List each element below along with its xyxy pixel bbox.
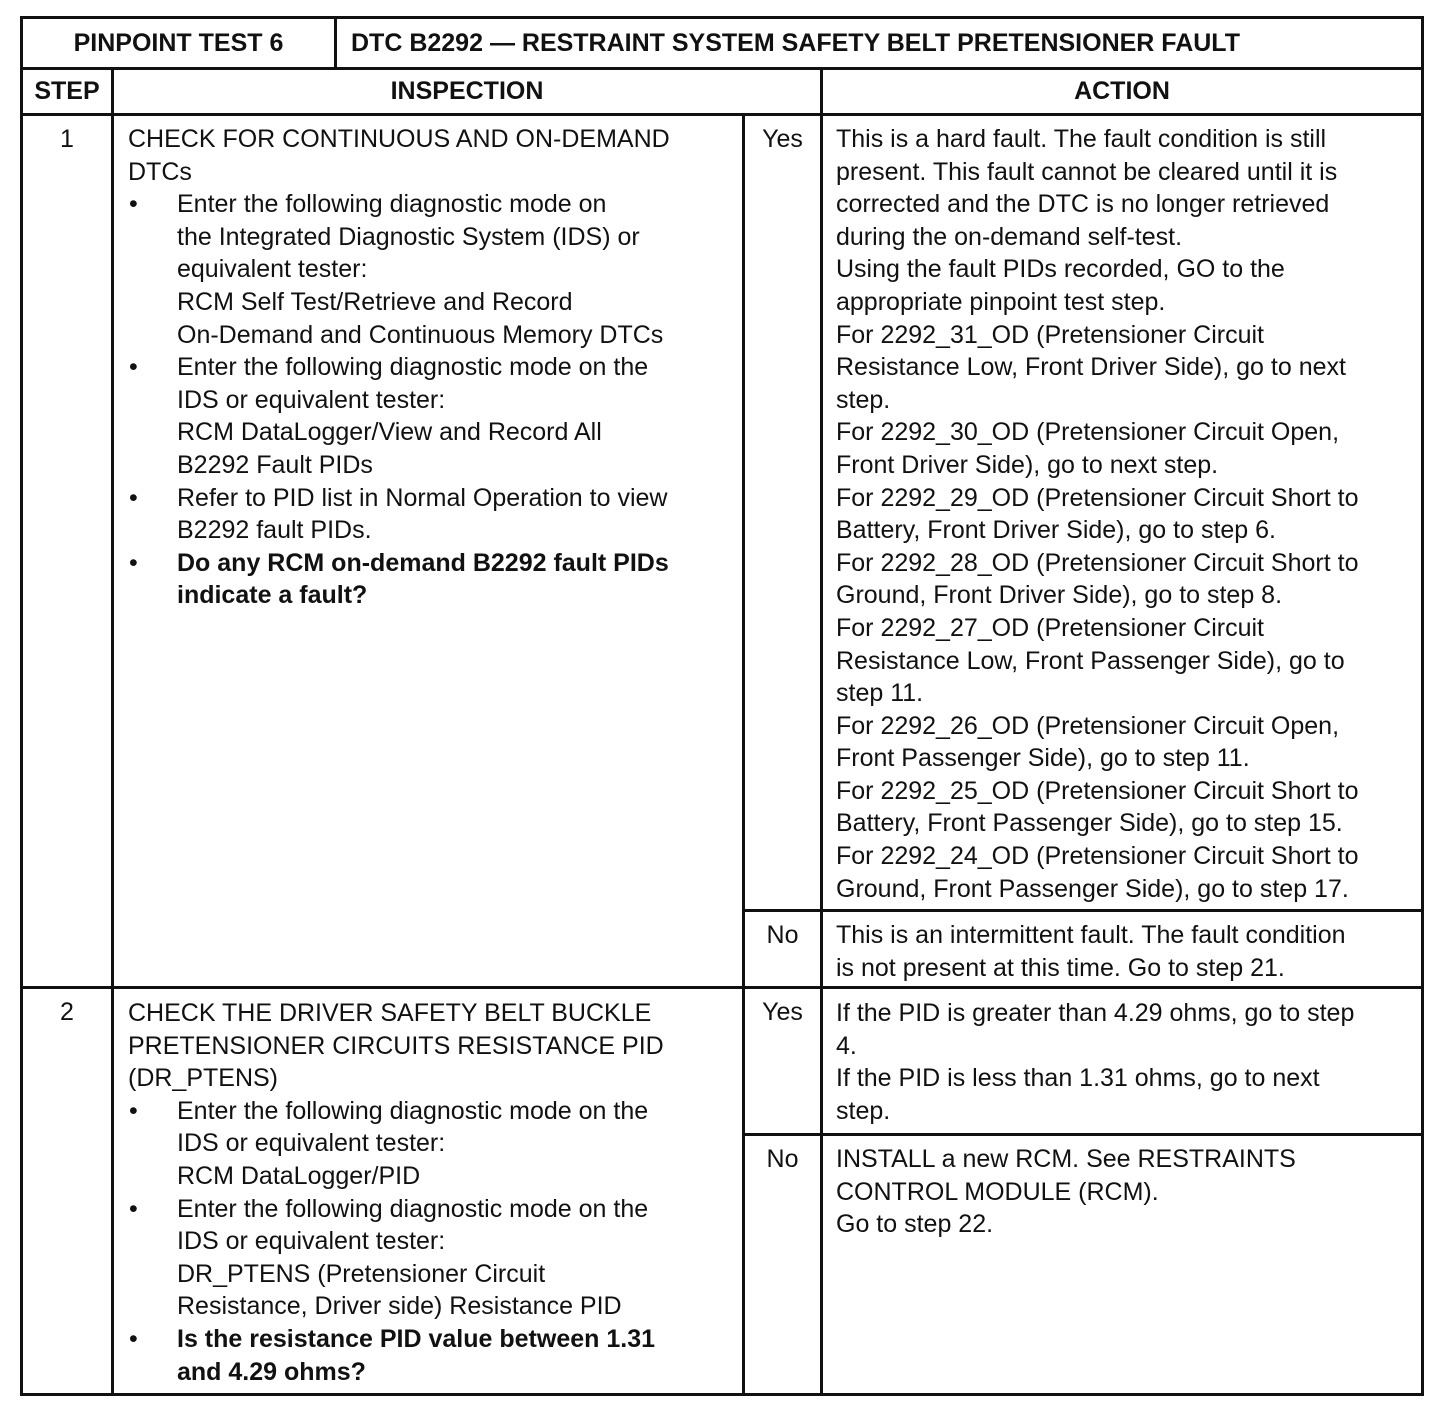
action-line: Ground, Front Passenger Side), go to step 17. [836,874,1349,903]
column-header-action: ACTION [1074,77,1170,105]
action-line: corrected and the DTC is no longer retrieved [836,190,1330,219]
step-1-no-label: No [766,921,799,949]
rule-step-column [111,67,114,1393]
bullet-text: RCM DataLogger/PID [177,1161,421,1190]
action-line: For 2292_24_OD (Pretensioner Circuit Short to [836,842,1359,871]
step-2-heading: (DR_PTENS) [128,1064,279,1093]
rule-step2-yes-no [744,1133,1421,1136]
rule-between-steps [23,986,1421,989]
action-line: Battery, Front Driver Side), go to step 6. [836,516,1276,545]
bullet-text: Enter the following diagnostic mode on the [177,353,649,382]
step-1-inspection [128,123,740,612]
bullet-text: Refer to PID list in Normal Operation to view [177,483,668,512]
action-line: Resistance Low, Front Driver Side), go to next [836,353,1346,382]
step-1-bullet-2 [128,351,740,384]
action-line: Ground, Front Driver Side), go to step 8. [836,581,1283,610]
pinpoint-test-label: PINPOINT TEST 6 [73,28,284,57]
step-1-question [128,547,740,580]
question-text: Do any RCM on-demand B2292 fault PIDs [177,548,669,577]
step-1-number: 1 [60,125,74,153]
step-2-question [128,1323,740,1356]
bullet-text: IDS or equivalent tester: [177,385,446,414]
bullet-text: Resistance, Driver side) Resistance PID [177,1292,622,1321]
step-2-number: 2 [60,998,74,1026]
action-line: For 2292_31_OD (Pretensioner Circuit [836,320,1264,349]
bullet-text: On-Demand and Continuous Memory DTCs [177,320,664,349]
column-header-inspection: INSPECTION [390,77,544,105]
bullet-text: Enter the following diagnostic mode on [177,190,607,219]
rule-step1-yes-no [744,909,1421,912]
step-1-heading: CHECK FOR CONTINUOUS AND ON-DEMAND [128,125,670,153]
step-1-yes-action [836,123,1421,905]
bullet-icon: • [129,548,138,577]
question-text: indicate a fault? [177,581,368,610]
action-line: Using the fault PIDs recorded, GO to the [836,255,1285,284]
bullet-text: IDS or equivalent tester: [177,1227,446,1256]
bullet-text: RCM Self Test/Retrieve and Record [177,287,573,316]
action-line: INSTALL a new RCM. See RESTRAINTS [836,1145,1296,1173]
dtc-title: DTC B2292 — RESTRAINT SYSTEM SAFETY BELT PRETENSIONER FAULT [351,28,1240,57]
action-line: For 2292_30_OD (Pretensioner Circuit Open, [836,418,1340,447]
pinpoint-test-table [20,16,1424,1396]
action-line: Front Driver Side), go to next step. [836,450,1219,479]
action-line: For 2292_27_OD (Pretensioner Circuit [836,613,1264,642]
action-line: Battery, Front Passenger Side), go to step 15. [836,809,1343,838]
step-2-bullet-1 [128,1095,740,1128]
bullet-icon: • [129,190,138,219]
action-line: is not present at this time. Go to step 21. [836,953,1285,982]
step-2-inspection [128,997,740,1388]
bullet-icon: • [129,1096,138,1125]
action-line: step 11. [836,679,924,708]
action-line: For 2292_25_OD (Pretensioner Circuit Short to [836,776,1359,805]
bullet-text: IDS or equivalent tester: [177,1129,446,1158]
action-line: CONTROL MODULE (RCM). [836,1177,1159,1206]
action-line: step. [836,385,891,414]
action-line: Go to step 22. [836,1210,994,1239]
action-line: This is a hard fault. The fault condition is still [836,125,1327,153]
bullet-text: RCM DataLogger/View and Record All [177,418,602,447]
step-1-bullet-3 [128,482,740,515]
bullet-text: the Integrated Diagnostic System (IDS) or [177,222,640,251]
action-line: step. [836,1096,891,1125]
step-1-yes-label: Yes [762,125,803,153]
bullet-text: B2292 Fault PIDs [177,450,373,479]
action-line: 4. [836,1031,857,1060]
bullet-text: B2292 fault PIDs. [177,516,372,545]
bullet-text: equivalent tester: [177,255,368,284]
action-line: This is an intermittent fault. The fault condition [836,921,1346,949]
action-line: If the PID is greater than 4.29 ohms, go to step [836,999,1355,1027]
step-2-yes-label: Yes [762,998,803,1026]
bullet-text: DR_PTENS (Pretensioner Circuit [177,1259,546,1288]
step-2-no-label: No [766,1145,799,1173]
bullet-icon: • [129,353,138,382]
bullet-text: Enter the following diagnostic mode on the [177,1194,649,1223]
action-line: For 2292_28_OD (Pretensioner Circuit Short to [836,548,1359,577]
step-1-no-action [836,919,1421,984]
column-header-step: STEP [34,77,100,105]
bullet-icon: • [129,1324,138,1353]
step-2-yes-action [836,997,1421,1127]
action-line: present. This fault cannot be cleared until it is [836,157,1338,186]
action-line: Front Passenger Side), go to step 11. [836,744,1250,773]
action-line: If the PID is less than 1.31 ohms, go to next [836,1064,1320,1093]
action-line: For 2292_29_OD (Pretensioner Circuit Short to [836,483,1359,512]
rule-below-column-headers [23,113,1421,116]
step-2-bullet-2 [128,1193,740,1226]
step-2-heading: PRETENSIONER CIRCUITS RESISTANCE PID [128,1031,664,1060]
bullet-icon: • [129,483,138,512]
step-2-heading: CHECK THE DRIVER SAFETY BELT BUCKLE [128,999,652,1027]
step-2-no-action [836,1143,1421,1241]
step-1-heading: DTCs [128,157,192,186]
action-line: appropriate pinpoint test step. [836,287,1166,316]
bullet-text: Enter the following diagnostic mode on the [177,1096,649,1125]
rule-inspection-action [820,67,823,1393]
question-text: Is the resistance PID value between 1.31 [177,1324,656,1353]
question-text: and 4.29 ohms? [177,1357,366,1386]
step-1-bullet-1 [128,188,740,221]
action-line: For 2292_26_OD (Pretensioner Circuit Open, [836,711,1340,740]
action-line: during the on-demand self-test. [836,222,1183,251]
action-line: Resistance Low, Front Passenger Side), go to [836,646,1345,675]
bullet-icon: • [129,1194,138,1223]
